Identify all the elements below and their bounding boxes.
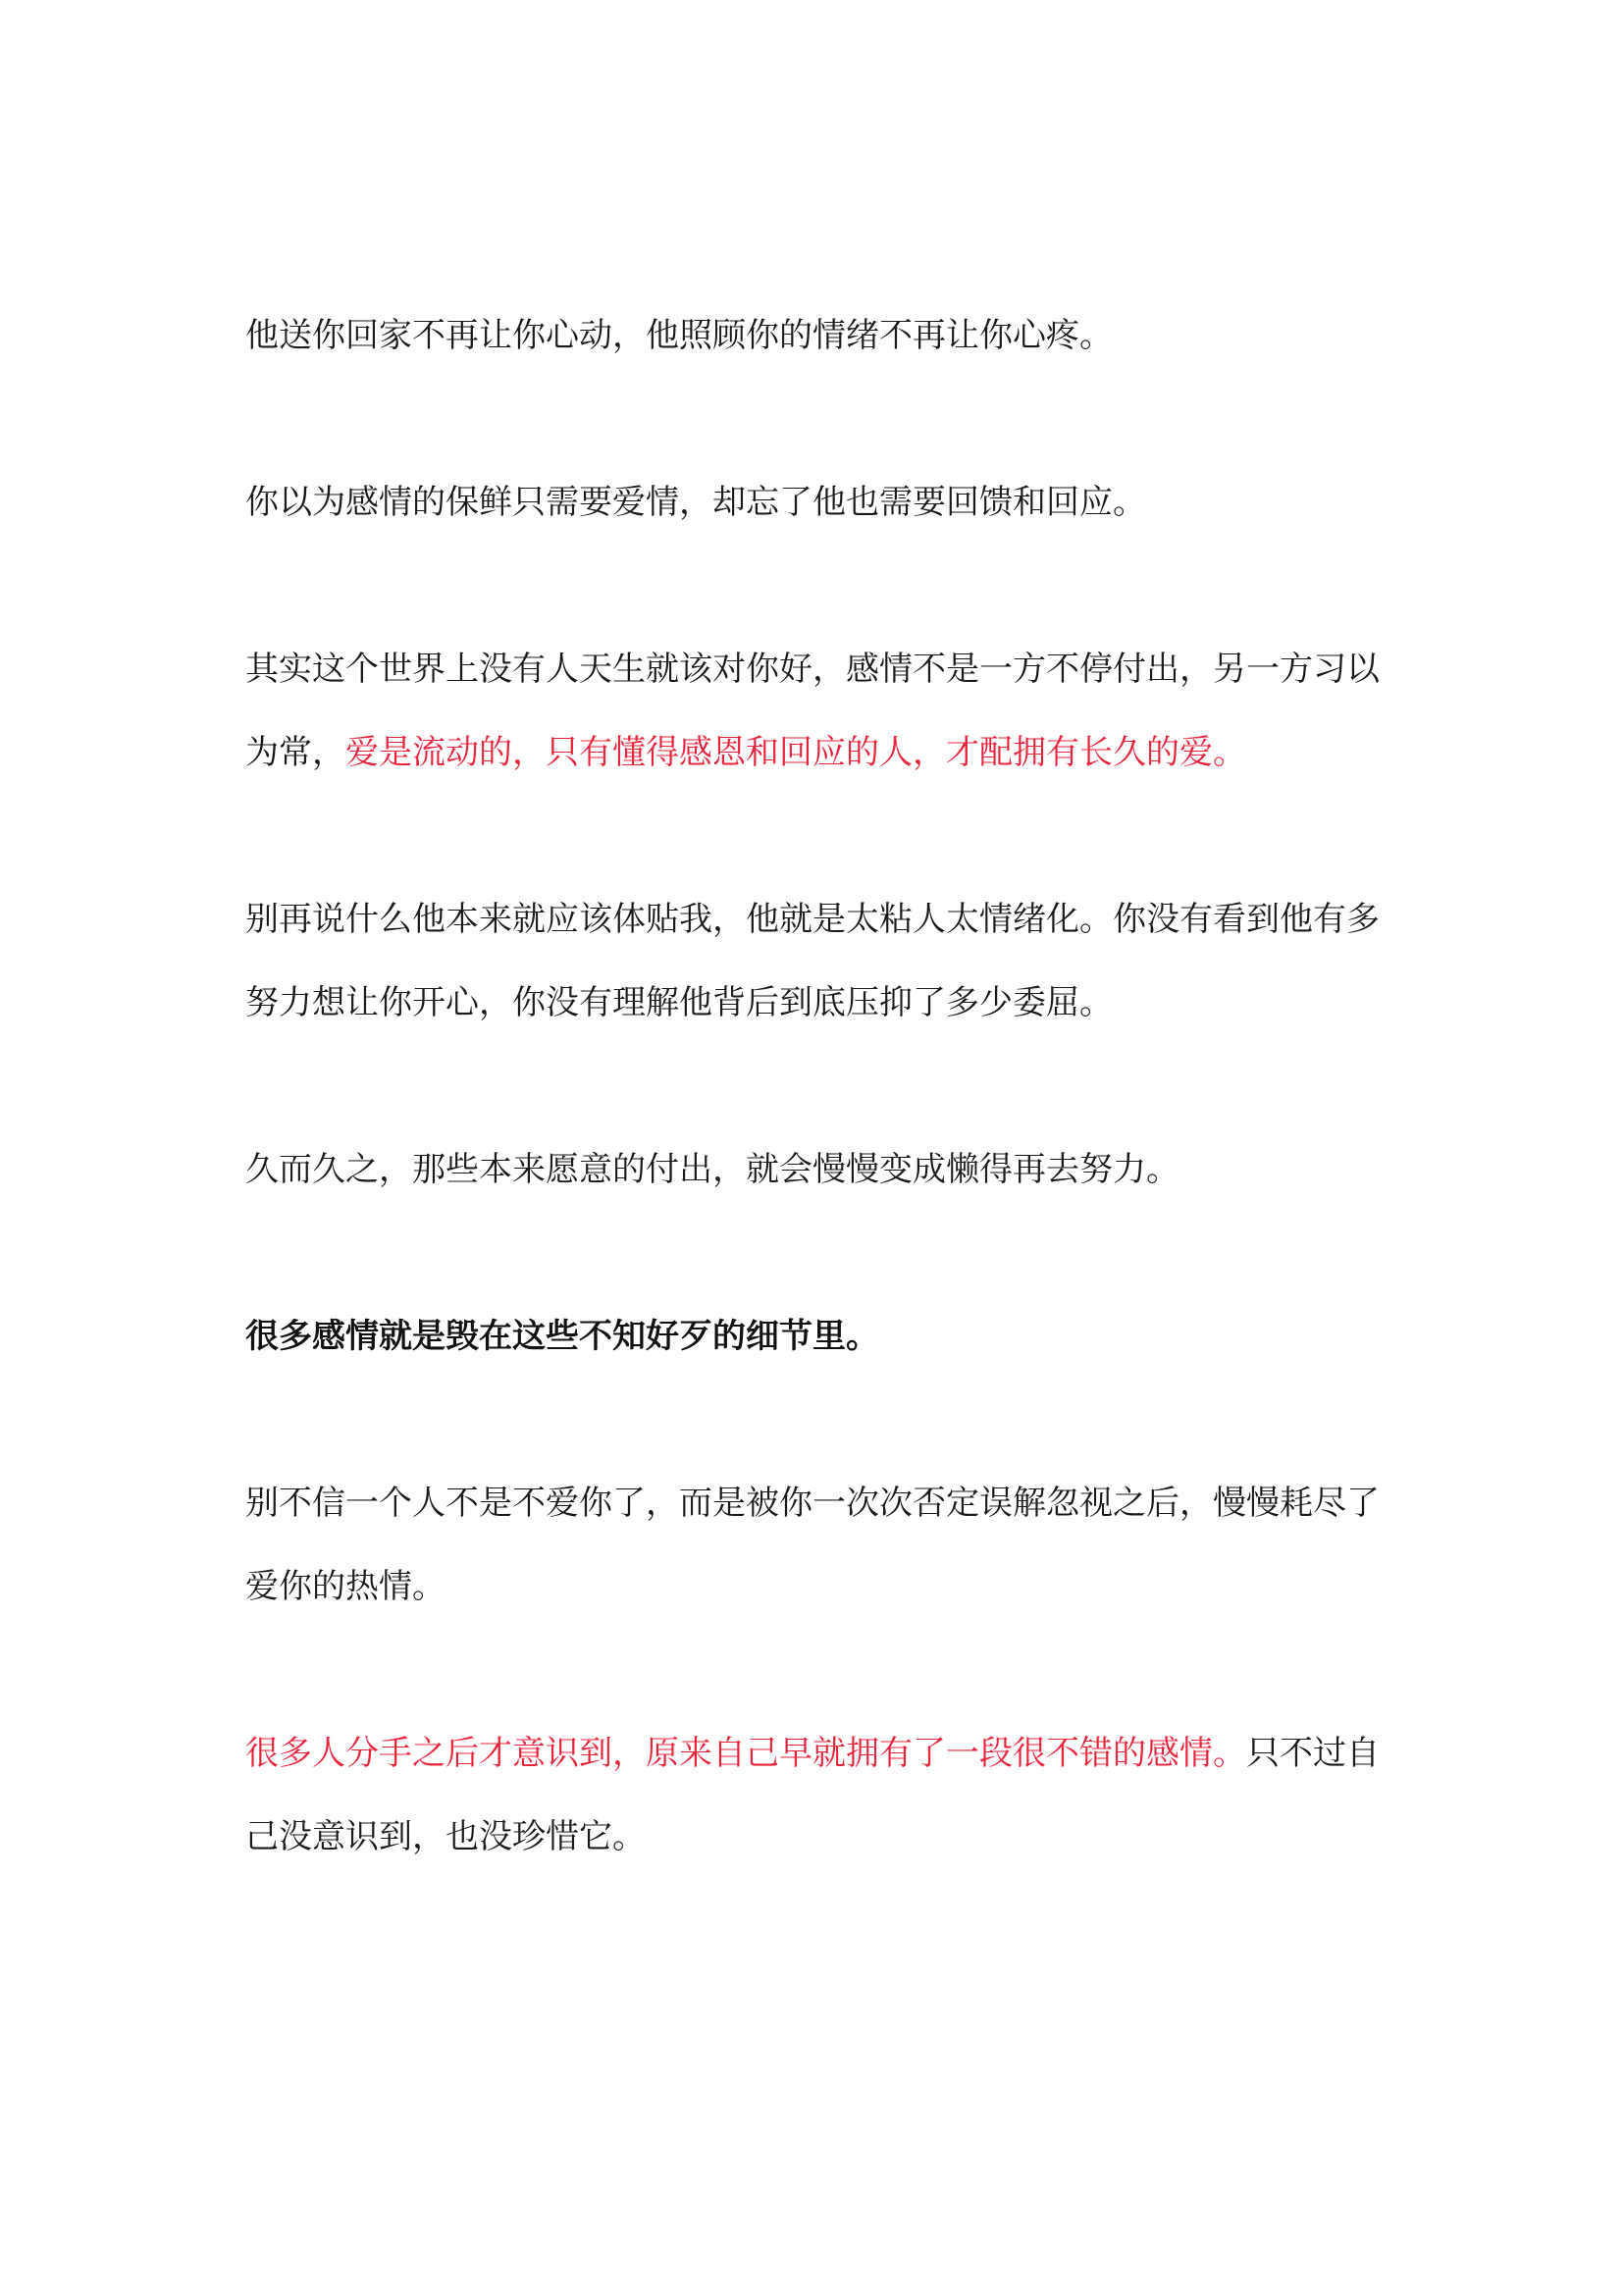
paragraph-3-text: 其实这个世界上没有人天生就该对你好，感情不是一方不停付出，另一方习以为常， bbox=[245, 650, 1380, 772]
article-body bbox=[245, 294, 1384, 1879]
paragraph-gap bbox=[245, 795, 1384, 878]
paragraph-7: 别不信一个人不是不爱你了，而是被你一次次否定误解忽视之后，慢慢耗尽了爱你的热情。 bbox=[245, 1484, 1380, 1606]
paragraph-2: 你以为感情的保鲜只需要爱情，却忘了他也需要回馈和回应。 bbox=[245, 483, 1146, 522]
paragraph-gap bbox=[245, 1379, 1384, 1462]
paragraph-8-highlight: 很多人分手之后才意识到，原来自己早就拥有了一段很不错的感情。 bbox=[245, 1734, 1246, 1773]
paragraph-gap bbox=[245, 545, 1384, 628]
paragraph-5: 久而久之，那些本来愿意的付出，就会慢慢变成懒得再去努力。 bbox=[245, 1150, 1179, 1189]
paragraph-1: 他送你回家不再让你心动，他照顾你的情绪不再让你心疼。 bbox=[245, 316, 1113, 355]
paragraph-3-highlight: 爱是流动的，只有懂得感恩和回应的人，才配拥有长久的爱。 bbox=[345, 733, 1246, 772]
paragraph-gap bbox=[245, 1629, 1384, 1712]
paragraph-4: 别再说什么他本来就应该体贴我，他就是太粘人太情绪化。你没有看到他有多努力想让你开心，你没有理解他背后到底压抑了多少委屈。 bbox=[245, 900, 1380, 1022]
paragraph-8-text: 只不过自己没意识到，也没珍惜它。 bbox=[245, 1734, 1380, 1856]
paragraph-3 bbox=[245, 628, 1384, 795]
paragraph-gap bbox=[245, 378, 1384, 461]
paragraph-gap bbox=[245, 1212, 1384, 1295]
paragraph-gap bbox=[245, 1045, 1384, 1128]
paragraph-6-bold: 很多感情就是毁在这些不知好歹的细节里。 bbox=[245, 1317, 879, 1356]
paragraph-8 bbox=[245, 1712, 1384, 1879]
